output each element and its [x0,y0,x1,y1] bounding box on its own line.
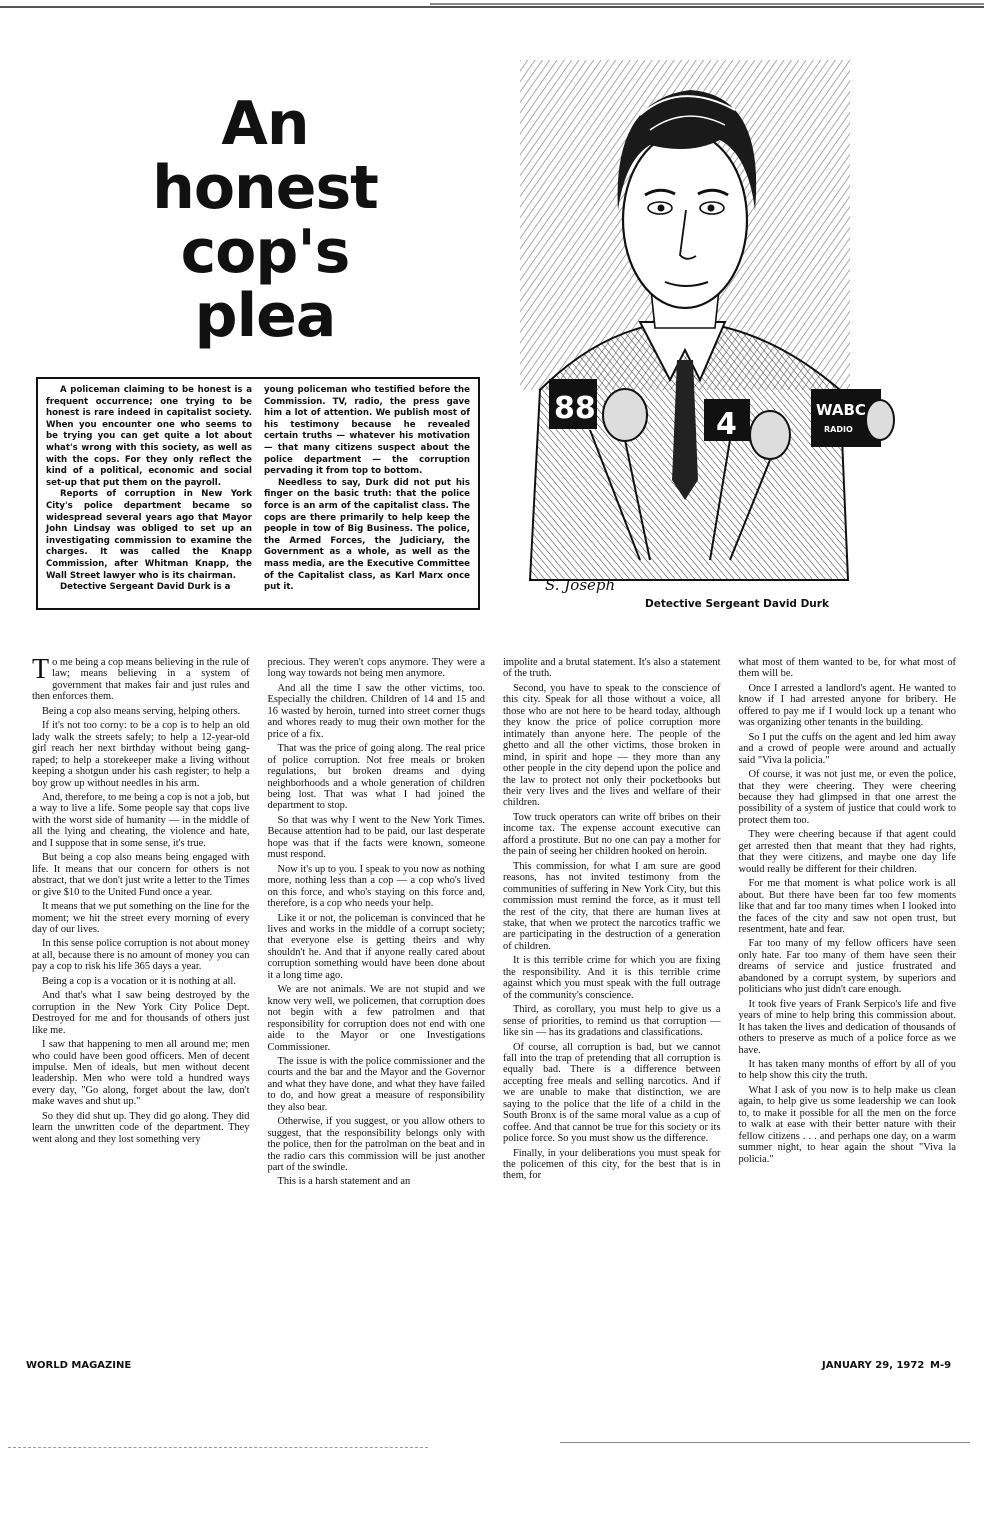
article-paragraph: So that was why I went to the New York Times. Because attention had to be paid, our last desperate hope was that if the facts were known, someone must respond. [267,814,485,861]
scan-artifact-line [560,1442,970,1444]
intro-column-1 [46,385,252,604]
article-paragraph: Of course, it was not just me, or even the police, that they were cheering. They were cheering because they had glimpsed in that one arrest the possibility of a system of justice that could work to protect them too. [738,769,956,826]
article-paragraph: It means that we put something on the line for the moment; we hit the street every morning of every day of our lives. [32,901,250,935]
artist-signature: S. Joseph [545,576,616,594]
intro-paragraph: Reports of corruption in New York City's police department became so widespread several years ago that Mayor John Lindsay was obliged to set up an investigating commission to examine the charges. It was called the Knapp Commission, after Whitman Knapp, the Wall Street lawyer who is its chairman. [46,489,252,581]
illustration-caption: Detective Sergeant David Durk [645,598,829,610]
intro-column-2 [264,385,470,604]
article-paragraph: Tow truck operators can write off bribes on their income tax. The expense account executive can afford a prostitute. But no one can pay a mother for the pain of seeing her children hooked on heroin. [503,811,721,858]
footer-date: JANUARY 29, 1972 [822,1360,925,1371]
intro-paragraph: A policeman claiming to be honest is a frequent occurrence; one trying to be honest is rare indeed in capitalist society. When you encounter one who seems to be trying you can get quite a lot about what's wrong with this society, as well as with the cops. For they only reflect the kind of a political, economic and social set-up that put them on the payroll. [46,385,252,488]
headline-line: An [221,89,309,159]
article-paragraph: It took five years of Frank Serpico's life and five years of mine to help bring this commission about. It has taken the lives and dedication of thousands of others to preserve as much of a police force as we have. [738,998,956,1056]
article-paragraph: Finally, in your deliberations you must speak for the policemen of this city, for the best that is in them, for [503,1147,721,1182]
top-rule-secondary [430,3,984,5]
article-body [32,654,956,1347]
article-paragraph: Far too many of my fellow officers have seen only hate. Far too many of them have seen their dreams of service and justice frustrated and abandoned by a corrupt system, by superiors and politicians who just didn't care enough. [738,938,956,996]
article-paragraph: And that's what I saw being destroyed by the corruption in the New York City Police Dept. Destroyed for me and for thousands of others just like me. [32,990,250,1036]
article-column-2 [268,657,486,1347]
mic-label-radio: RADIO [824,425,853,434]
article-paragraph [32,654,250,703]
drop-cap: T [32,654,50,685]
article-paragraph: Otherwise, if you suggest, or you allow others to suggest, that the responsibility belongs only with the police, then for the patrolman on the beat and in the radio cars this commission will be just another part of the swindle. [267,1116,485,1174]
article-paragraph: It is this terrible crime for which you are fixing the responsibility. And it is this terrible crime against which you must speak with the full outrage of the community's conscience. [503,955,721,1001]
article-paragraph: They were cheering because if that agent could get arrested then that meant that they had rights, that they were citizens, and maybe one day life would really be different for their children. [738,829,956,875]
article-paragraph: In this sense police corruption is not about money at all, because there is no amount of money you can pay a cop to risk his life 365 days a year. [32,938,250,973]
article-paragraph: We are not animals. We are not stupid and we know very well, we policemen, that corruption does not begin with a few patrolmen and that responsibility for corruption does not end with one aide to the Mayor or one Investigations Commissioner. [267,984,485,1053]
article-paragraph: And all the time I saw the other victims, too. Especially the children. Children of 14 and 15 and 16 wasted by heroin, turned into street corner thugs and whores ready to mug their own mother for the price of a fix. [267,682,485,740]
article-column-1 [32,654,250,1347]
headline-line: cop's [180,217,350,287]
article-paragraph: Now it's up to you. I speak to you now as nothing more, nothing less than a cop — a cop who's lived on this force, and who's staying on this force and, therefore, is a cop who needs your help. [267,863,485,910]
article-paragraph: Third, as corollary, you must help to give us a sense of priorities, to remind us that corruption — like sin — has its gradations and classifications. [503,1004,721,1039]
portrait-illustration [520,60,866,600]
headline-line: plea [194,281,336,351]
article-paragraph: What I ask of you now is to help make us clean again, to help give us some leadership we can look to, to make it possible for all the men on the force to walk at ease with their better nature with their fellow citizens . . . and perhaps one day, on a warm summer night, to hear again the shout "Viva la policia." [738,1084,956,1165]
article-paragraph: The issue is with the police commissioner and the courts and the bar and the Mayor and the Governor and what they have done, and what they have failed to do, and how great a measure of responsibility they also bear. [267,1055,485,1113]
article-paragraph: impolite and a brutal statement. It's also a statement of the truth. [503,657,721,680]
article-paragraph: This commission, for what I am sure are good reasons, has not invited testimony from the communities of suffering in New York City, but this commission must remind the force, as it must tell the rest of the city, that there are human lives at stake, that when we protect the narcotics traffic we are participating in the destruction of a generation of children. [503,860,721,952]
article-paragraph: So they did shut up. They did go along. They did learn the unwritten code of the department. They went along and they lost something very [32,1110,250,1145]
headline [150,89,380,351]
article-paragraph: That was the price of going along. The real price of police corruption. Not free meals or broken regulations, but broken dreams and dying neighborhoods and a whole generation of children being lost. That was what I had joined the department to stop. [267,743,485,812]
article-paragraph: Being a cop is a vocation or it is nothing at all. [42,975,236,987]
article-paragraph: This is a harsh statement and an [277,1176,411,1188]
article-paragraph: what most of them wanted to be, for what most of them will be. [738,657,956,680]
article-column-3 [503,657,721,1347]
top-rule [0,6,984,8]
headline-line: honest [152,153,378,223]
article-paragraph: If it's not too corny: to be a cop is to help an old lady walk the streets safely; to help a 12-year-old girl reach her next birthday without being gang-raped; to help a storekeeper make a living without keeping a shotgun under his cash register; to help a boy grow up without needles in his arm. [32,720,250,789]
article-paragraph: precious. They weren't cops anymore. They were a long way towards not being men anymore. [267,657,485,680]
article-paragraph: I saw that happening to men all around me; men who could have been good officers. Men of decent impulse. Men of ideals, but men without decent leadership. Men who were told a hundred ways every day, "Go along, forget about the law, don't make waves and shut up." [32,1039,250,1108]
article-paragraph: Second, you have to speak to the conscience of this city. Speak for all those without a voice, all those who are not here to be heard today, although they know the price of police corruption more intimately than anyone here. The people of the ghetto and all the other victims, those broken in mind, in spirit and hope — they more than any other people in the city depend upon the police and the law to protect not only their pocketbooks but their very lives and the lives and welfare of their children. [503,682,721,809]
footer-publication: WORLD MAGAZINE [26,1360,132,1371]
mic-label-wabc: WABC [816,401,866,419]
paragraph-text: o me being a cop means believing in the rule of law; means believing in a system of government that makes fair and just rules and then enforces them. [32,657,250,703]
article-paragraph: It has taken many months of effort by all of you to help show this city the truth. [738,1058,956,1082]
mic-label-88: 88 [554,391,596,426]
mic-label-4: 4 [716,407,737,442]
intro-paragraph: Needless to say, Durk did not put his finger on the basic truth: that the police force is an arm of the capitalist class. The cops are there primarily to help keep the people in tow of Big Business. The police, the Armed Forces, the Judiciary, the Government as a whole, as well as the mass media, are the Executive Committee of the Capitalist class, as Karl Marx once put it. [264,477,470,593]
intro-paragraph: Detective Sergeant David Durk is a [60,582,231,593]
article-paragraph: But being a cop also means being engaged with life. It means that our concern for others is not abstract, that we don't just write a letter to the Times or give $10 to the United Fund once a year. [32,852,250,898]
article-paragraph: So I put the cuffs on the agent and led him away and a crowd of people were around and actually said "Viva la policia." [738,731,956,766]
article-paragraph: Like it or not, the policeman is convinced that he lives and works in the middle of a corrupt society; that everyone else is getting theirs and why shouldn't he. And that if anyone really cared about corruption something would have been done about it a long time ago. [267,912,485,981]
intro-paragraph: young policeman who testified before the Commission. TV, radio, the press gave him a lot of attention. We publish most of his testimony because he revealed certain truths — whatever his motivation — that many citizens suspect about the police department — the corruption pervading it from top to bottom. [264,385,470,477]
article-paragraph: And, therefore, to me being a cop is not a job, but a way to live a life. Some people say that cops live with the worst side of humanity — in the middle of all the lying and cheating, the violence and hate, and I suppose that in some sense, it's true. [32,791,250,849]
scan-artifact-line [8,1447,428,1449]
article-paragraph: Being a cop also means serving, helping others. [42,705,241,717]
article-column-4 [739,657,957,1347]
article-paragraph: Of course, all corruption is bad, but we cannot fall into the trap of pretending that all corruption is equally bad. There is a difference between accepting free meals and selling narcotics. And if we are unable to make that distinction, we are saying to the police that the life of a child in the South Bronx is of the same moral value as a cup of coffee. And that cannot be true for this society or its police force. So you must show us the difference. [503,1041,721,1145]
article-paragraph: For me that moment is what police work is all about. But there have been far too few moments like that and far too many times when I looked into the faces of the city and saw not open trust, but resentment, hate and fear. [738,878,956,935]
article-paragraph: Once I arrested a landlord's agent. He wanted to know if I had arrested anyone for bribery. He offered to pay me if I would lock up a tenant who was organizing other tenants in the building. [738,682,956,729]
intro-box [36,377,480,610]
footer-page-number: M-9 [930,1360,952,1371]
